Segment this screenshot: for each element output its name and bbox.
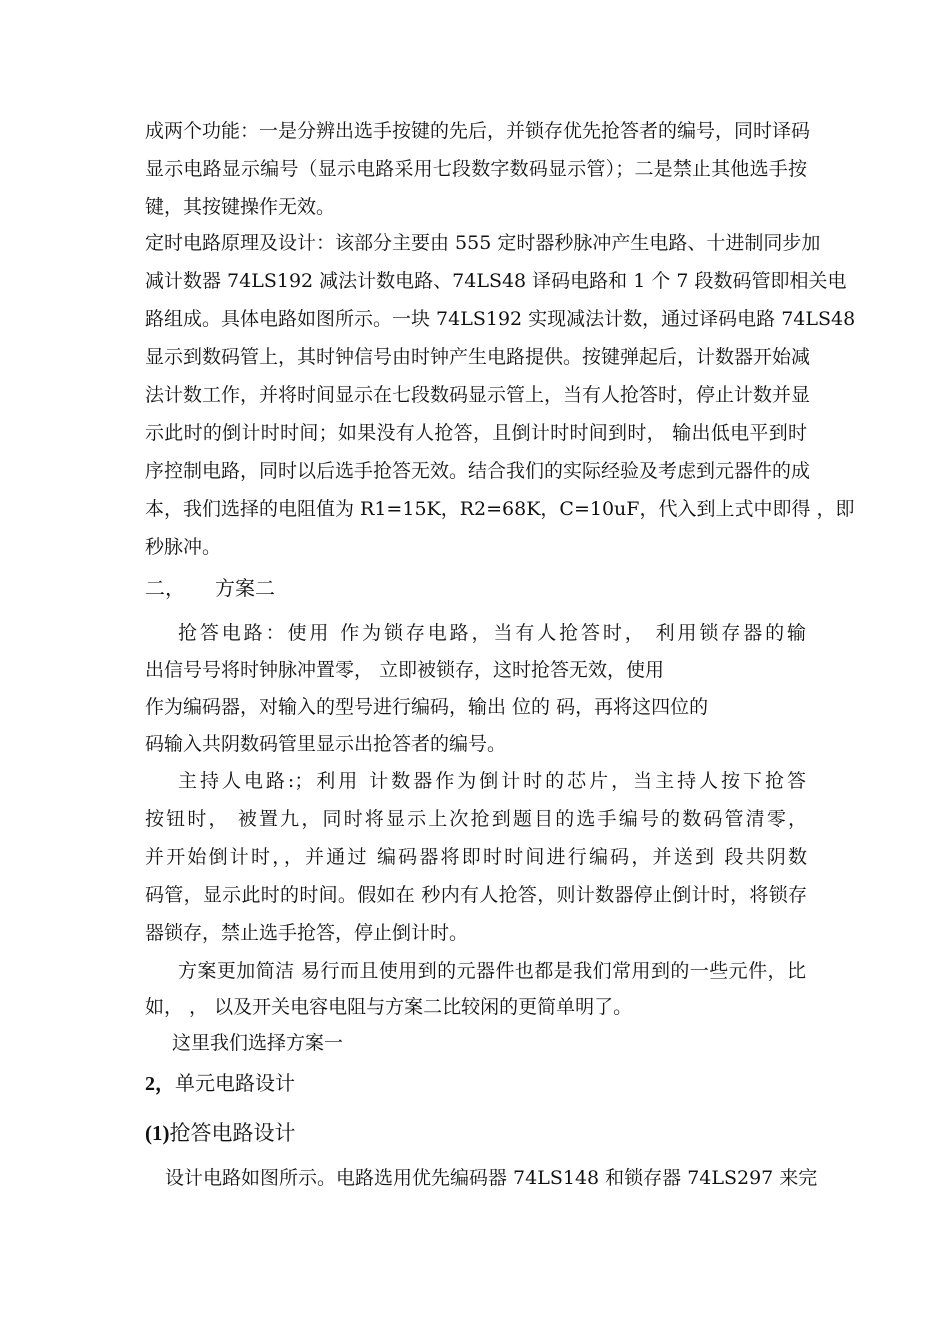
text-line: 抢答电路：使用 作为锁存电路，当有人抢答时， 利用锁存器的输 [178,622,806,644]
text-line: 路组成。具体电路如图所示。一块 74LS192 实现减法计数，通过译码电路 74LS48 [145,308,856,330]
text-line: 本，我们选择的电阻值为 R1=15K，R2=68K，C=10uF，代入到上式中即得 ，即 [145,498,855,520]
heading-number: (1) [145,1121,170,1145]
text-line: 法计数工作，并将时间显示在七段数码显示管上，当有人抢答时，停止计数并显 [145,384,811,406]
section-title: 方案二 [215,576,275,600]
text-line: 码管，显示此时的时间。假如在 秒内有人抢答，则计数器停止倒计时，将锁存 [145,884,807,906]
heading-title: 单元电路设计 [175,1071,295,1095]
text-line: 按钮时， 被置九，同时将显示上次抢到题目的选手编号的数码管清零， [145,808,807,830]
section-heading-plan-two [145,575,807,601]
heading-title: 抢答电路设计 [169,1121,296,1145]
text-line: 秒脉冲。 [145,536,222,558]
text-line: 作为编码器，对输入的型号进行编码，输出 位的 码，再将这四位的 [145,696,709,718]
heading-unit-circuit-design [145,1070,807,1097]
text-line: 出信号号将时钟脉冲置零， 立即被锁存，这时抢答无效，使用 [145,659,665,681]
heading-answer-circuit-design [145,1120,807,1146]
text-line: 方案更加简洁 易行而且使用到的元器件也都是我们常用到的一些元件，比 [178,960,806,982]
text-line: 键，其按键操作无效。 [145,196,336,218]
text-line: 器锁存，禁止选手抢答，停止倒计时。 [145,922,469,944]
text-line: 并开始倒计时，，并通过 编码器将即时时间进行编码，并送到 段共阴数 [145,846,807,868]
text-line: 定时电路原理及设计：该部分主要由 555 定时器秒脉冲产生电路、十进制同步加 [145,232,821,254]
text-line: 示此时的倒计时时间；如果没有人抢答，且倒计时时间到时， 输出低电平到时 [145,422,807,444]
text-line: 显示电路显示编号（显示电路采用七段数字数码显示管）；二是禁止其他选手按 [145,158,807,180]
text-line: 序控制电路，同时以后选手抢答无效。结合我们的实际经验及考虑到元器件的成 [145,460,811,482]
text-line: 如， ， 以及开关电容电阻与方案二比较闲的更简单明了。 [145,996,633,1018]
text-line: 显示到数码管上，其时钟信号由时钟产生电路提供。按键弹起后，计数器开始减 [145,346,811,368]
text-line: 主持人电路:；利用 计数器作为倒计时的芯片，当主持人按下抢答 [178,770,806,792]
heading-number: 2， [145,1073,175,1095]
text-line: 码输入共阴数码管里显示出抢答者的编号。 [145,733,507,755]
text-line: 设计电路如图所示。电路选用优先编码器 74LS148 和锁存器 74LS297 来完 [165,1167,818,1189]
text-line: 成两个功能：一是分辨出选手按键的先后，并锁存优先抢答者的编号，同时译码 [145,120,811,142]
section-number: 二， [145,576,185,600]
text-line: 减计数器 74LS192 减法计数电路、74LS48 译码电路和 1 个 7 段数码管即相关电 [145,270,847,292]
text-line-choice: 这里我们选择方案一 [172,1032,344,1054]
